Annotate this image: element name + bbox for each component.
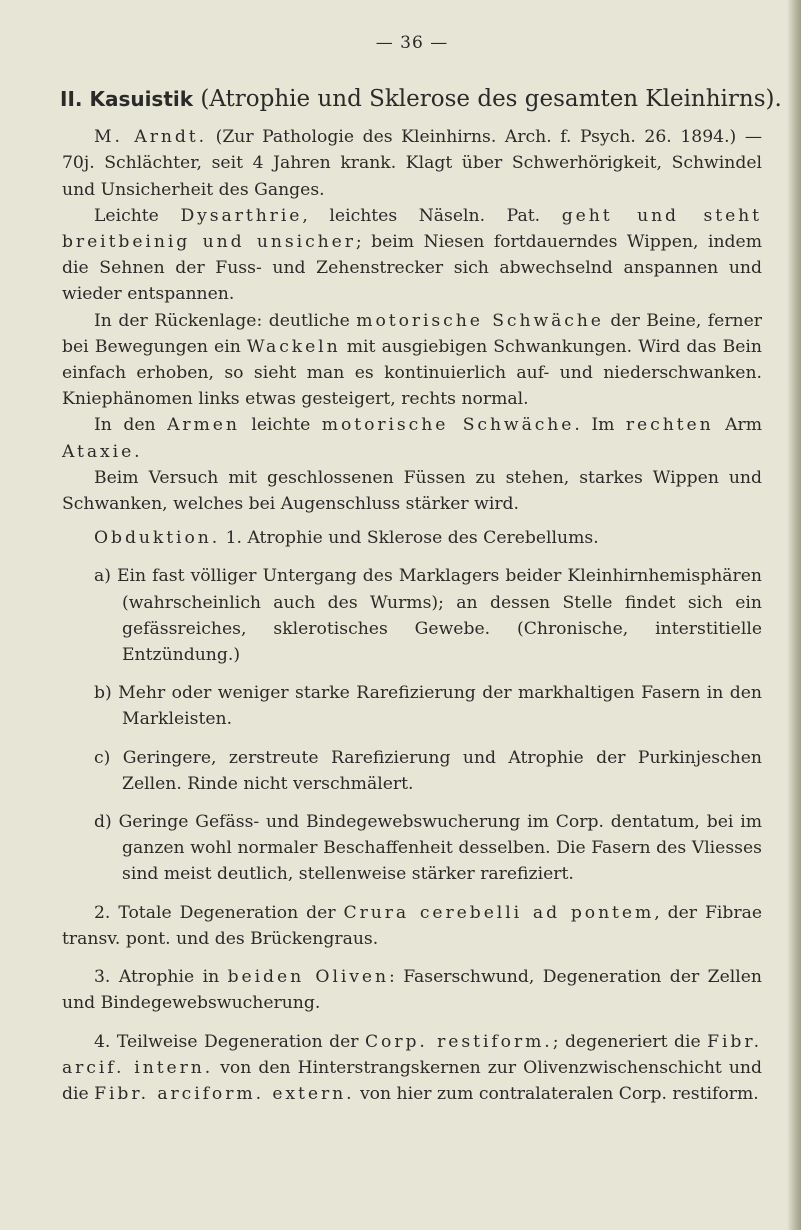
paragraph-obduktion — [62, 525, 762, 551]
item-marker: c) — [94, 747, 111, 768]
finding-c — [62, 745, 762, 797]
emph-run: Dysarthrie — [180, 205, 303, 226]
text-run: mit ausgiebigen Schwankungen. Wird das Bein einfach erhoben, so sieht man es kontinuierlich auf- und niederschwanken. Kniephänomen links etwas gesteigert, rechts normal. — [62, 336, 762, 410]
emph-run: Corp. restiform. — [364, 1031, 553, 1052]
text-run: 2. Totale Degeneration der — [94, 902, 344, 923]
paragraph-armen — [62, 412, 762, 464]
emph-run: Wackeln — [246, 336, 341, 357]
section-title: (Atrophie und Sklerose des gesamten Kleinhirns). — [200, 86, 782, 113]
paragraph-rueckenlage — [62, 308, 762, 413]
section-heading — [60, 84, 782, 114]
emph-run: Armen — [167, 415, 240, 436]
emph-run: motorische Schwäche — [356, 310, 604, 331]
paragraph-dysarthrie — [62, 203, 762, 308]
emph-run: Fibr. arciform. extern. — [94, 1083, 355, 1104]
text-run: 3. Atrophie in — [94, 967, 228, 988]
item-text: Geringe Gefäss- und Bindegewebswucherung im Corp. dentatum, bei im ganzen wohl normaler Beschaffenheit desselben. Die Fasern des Vliesses sind meist deutlich, stellenweise stärker rarefiziert. — [118, 812, 763, 885]
item-marker: b) — [94, 683, 112, 704]
text-run: : Faserschwund, Degeneration der Zellen und Bindegewebswucherung. — [62, 967, 762, 1014]
text-run: . Im — [574, 415, 626, 436]
text-run: Arm — [713, 415, 763, 436]
text-run: 4. Teilweise Degeneration der — [94, 1031, 365, 1052]
case-history: — 70j. Schlächter, seit 4 Jahren krank. Klagt über Schwerhörigkeit, Schwindel und Unsicherheit des Ganges. — [62, 127, 762, 200]
text-run: ; degeneriert die — [552, 1031, 708, 1052]
finding-a — [62, 563, 762, 668]
section-label: II. Kasuistik — [60, 87, 194, 112]
emph-run: Crura cerebelli ad pontem — [343, 902, 655, 923]
item-text: Mehr oder weniger starke Rarefizierung der markhaltigen Fasern in den Markleisten. — [118, 683, 763, 730]
paragraph-versuch: Beim Versuch mit geschlossenen Füssen zu stehen, starkes Wippen und Schwanken, welches bei Augenschluss stärker wird. — [62, 467, 762, 515]
paragraph-oliven — [62, 964, 762, 1016]
text-run: Leichte — [94, 205, 181, 226]
finding-b — [62, 680, 762, 732]
text-run: , der Fibrae transv. pont. und des Brückengraus. — [62, 902, 763, 949]
item-text: Ein fast völliger Untergang des Marklagers beider Kleinhirnhemisphären (wahrscheinlich auch des Wurms); an dessen Stelle findet sich ein gefässreiches, sklerotisches Gewebe. (Chronische, interstitielle Entzündung.) — [117, 566, 762, 666]
paragraph-restiform — [62, 1029, 762, 1108]
emph-run: rechten — [625, 415, 714, 436]
case-intro — [62, 124, 762, 203]
emph-run: motorische Schwäche — [321, 415, 575, 436]
emph-run: Fibr. arcif. intern. — [62, 1031, 762, 1078]
text-run: ; beim Niesen fortdauerndes Wippen, indem die Sehnen der Fuss- und Zehenstrecker sich abwechselnd anspannen und wieder entspannen. — [62, 232, 762, 305]
paragraph-degeneration — [62, 900, 762, 952]
text-run: leichte — [239, 415, 322, 436]
text-run: In der Rückenlage: deutliche — [94, 310, 357, 331]
text-run: , leichtes Näseln. Pat. — [302, 205, 562, 226]
item-marker: d) — [94, 812, 112, 833]
emph-run: geht und steht breitbeinig und unsicher — [62, 205, 763, 253]
page-number: — 36 — — [375, 33, 449, 53]
emph-run: beiden Oliven — [227, 967, 390, 988]
obduktion-label: Obduktion. — [94, 528, 221, 549]
case-author: M. Arndt. — [94, 127, 208, 148]
item-marker: a) — [94, 566, 111, 587]
item-text: Geringere, zerstreute Rarefizierung und Atrophie der Purkinjeschen Zellen. Rinde nicht verschmälert. — [122, 747, 762, 794]
text-run: . — [134, 441, 140, 462]
text-run: von hier zum contralateralen Corp. restiform. — [354, 1083, 759, 1104]
text-run: von den Hinterstrangskernen zur Olivenzwischenschicht und die — [62, 1057, 762, 1104]
finding-d — [62, 809, 762, 888]
text-run: In den — [94, 415, 168, 436]
obduktion-text: 1. Atrophie und Sklerose des Cerebellums. — [225, 528, 599, 549]
page-edge-shadow — [787, 0, 801, 1230]
emph-run: Ataxie — [62, 441, 135, 462]
text-run: der Beine, ferner bei Bewegungen ein — [62, 310, 762, 357]
case-reference: (Zur Pathologie des Kleinhirns. Arch. f. Psych. 26. 1894.) — [215, 127, 737, 148]
book-page — [60, 0, 782, 1107]
